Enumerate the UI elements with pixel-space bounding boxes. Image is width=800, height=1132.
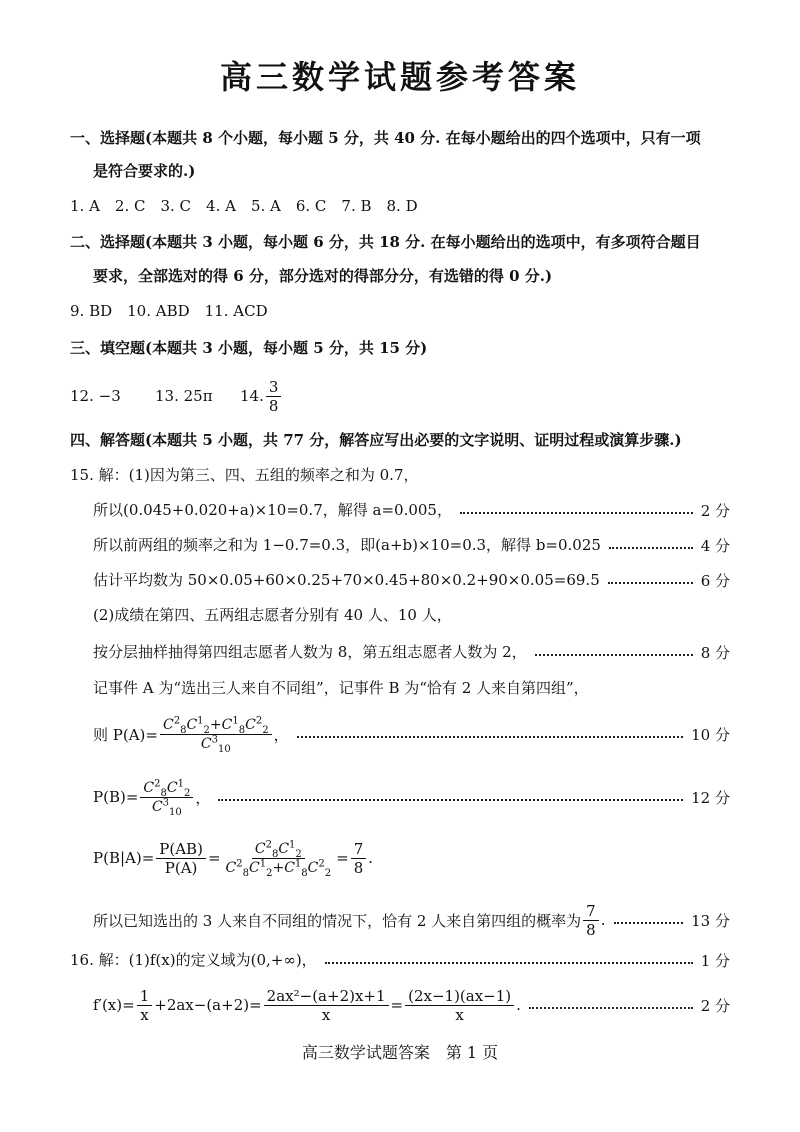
answer-14-fraction [266, 378, 282, 415]
pa-prefix: 则 P(A)= [93, 725, 158, 744]
answer-13: 13. 25π [155, 387, 213, 405]
score-label: 8 分 [700, 643, 730, 662]
p15-line4 [93, 570, 730, 590]
p15-line1: 15. 解：(1)因为第三、四、五组的频率之和为 0.7， [70, 466, 419, 484]
p15-line4-text: 估计平均数为 50×0.05+60×0.25+70×0.45+80×0.2+90×0.05=69.5 [93, 571, 600, 589]
pba-prefix: P(B|A)= [93, 849, 155, 867]
p15-line11: 所以已知选出的 3 人来自不同组的情况下，恰有 2 人来自第四组的概率为 $\frac{7}{8}$ . 13 分 [93, 901, 730, 939]
score-label: 12 分 [691, 788, 730, 807]
fraction-denominator: 8 [268, 396, 279, 415]
p15-line3 [93, 535, 730, 555]
leader-dots [614, 922, 684, 924]
pa-comma: ， [273, 725, 289, 744]
fraction-denominator: x [455, 1005, 464, 1024]
answer-14 [240, 376, 283, 416]
leader-dots [218, 799, 683, 801]
p15-line2-text: 所以(0.045+0.020+a)×10=0.7，解得 a=0.005， [93, 501, 452, 519]
fraction-denominator: x [321, 1005, 331, 1024]
derivative-fraction1 [137, 987, 153, 1024]
p15-line11-text: 所以已知选出的 3 人来自不同组的情况下，恰有 2 人来自第四组的概率为 [93, 911, 582, 930]
p15-line3-text: 所以前两组的频率之和为 1−0.7=0.3，即(a+b)×10=0.3，解得 b=0.025 [93, 536, 601, 554]
derivative-fraction3 [405, 987, 514, 1024]
conclusion-fraction [583, 902, 599, 939]
p15-line6 [93, 642, 730, 662]
score-label: 4 分 [700, 536, 730, 555]
leader-dots [460, 512, 693, 514]
pba-result [351, 840, 367, 877]
p15-line9 [93, 775, 730, 819]
p15-line7: 记事件 A 为“选出三人来自不同组”，记事件 B 为“恰有 2 人来自第四组”， [93, 679, 589, 697]
leader-dots [608, 582, 693, 584]
section1-heading-line2: 是符合要求的.) [93, 162, 196, 180]
section2-answers: 9. BD 10. ABD 11. ACD [70, 302, 268, 320]
section1-heading-line1: 一、选择题(本题共 8 个小题，每小题 5 分，共 40 分. 在每小题给出的四个选项中，只有一项 [70, 129, 701, 147]
section1-answers: 1. A 2. C 3. C 4. A 5. A 6. C 7. B 8. D [70, 197, 418, 215]
pba-fraction2 [223, 840, 335, 877]
score-label: 13 分 [691, 911, 730, 930]
fraction-numerator: P(AB) [156, 840, 206, 859]
pa-fraction [160, 716, 272, 753]
p15-line2 [93, 500, 730, 520]
score-label: 2 分 [700, 996, 730, 1015]
derivative-prefix: f′(x)= [93, 996, 135, 1014]
fraction-numerator: $C^2_8C^1_2$ [252, 840, 305, 859]
fraction-numerator: 2ax²−(a+2)x+1 [264, 987, 389, 1006]
p16-line2: f′(x)= $\frac{1}{x}$ +2ax−(a+2)= $\frac{\text{2ax²−(a+2)x+1}}{x}$ = $\frac{(2x-1)(ax-1)}{x}$ . 2 分 [93, 986, 730, 1024]
score-label: 10 分 [691, 725, 730, 744]
pb-denominator: $C^3_{10}$ [151, 796, 182, 818]
leader-dots [325, 962, 693, 964]
fraction-numerator: 1 [137, 987, 153, 1006]
section4-heading: 四、解答题(本题共 5 小题，共 77 分，解答应写出必要的文字说明、证明过程或演算步骤.) [70, 431, 682, 449]
score-label: 6 分 [700, 571, 730, 590]
fraction-denominator: x [140, 1005, 149, 1024]
answer-12: 12. −3 [70, 387, 121, 405]
pb-numerator: $C^2_8C^1_2$ [140, 779, 193, 798]
answer-14-label: 14. [240, 387, 264, 405]
pba-fraction1 [156, 840, 206, 877]
p15-line5: (2)成绩在第四、五两组志愿者分别有 40 人、10 人， [93, 606, 452, 624]
derivative-middle: +2ax−(a+2)= [154, 996, 262, 1014]
fraction-numerator: 7 [351, 840, 367, 859]
fraction-numerator: 3 [266, 378, 282, 397]
fraction-denominator: $C^2_8C^1_2+C^1_8C^2_2$ [225, 857, 332, 879]
p15-line8 [93, 712, 730, 756]
page-footer: 高三数学试题答案 第 1 页 [301, 1043, 499, 1062]
page-title: 高三数学试题参考答案 [219, 58, 580, 96]
pb-prefix: P(B)= [93, 788, 139, 806]
score-label: 2 分 [700, 501, 730, 520]
p15-line6-text: 按分层抽样抽得第四组志愿者人数为 8，第五组志愿者人数为 2， [93, 643, 527, 661]
derivative-fraction2 [264, 987, 389, 1024]
leader-dots [609, 547, 693, 549]
fraction-denominator: P(A) [164, 858, 198, 877]
fraction-denominator: 8 [353, 858, 364, 877]
p16-line1 [70, 950, 730, 970]
leader-dots [297, 736, 684, 738]
leader-dots [535, 654, 693, 656]
pa-denominator: $C^3_{10}$ [200, 733, 231, 755]
fraction-numerator: (2x−1)(ax−1) [405, 987, 514, 1006]
leader-dots [529, 1007, 693, 1009]
score-label: 1 分 [700, 951, 730, 970]
pb-fraction [140, 779, 193, 816]
fraction-denominator: 8 [586, 920, 596, 939]
pb-comma: ， [195, 788, 211, 807]
section3-heading: 三、填空题(本题共 3 小题，每小题 5 分，共 15 分) [70, 339, 428, 357]
p16-line1-text: 16. 解：(1)f(x)的定义域为(0,+∞)， [70, 951, 317, 969]
section2-heading-line1: 二、选择题(本题共 3 小题，每小题 6 分，共 18 分. 在每小题给出的选项中，有多项符合题目 [70, 233, 701, 251]
p15-line10: P(B|A)= $\frac{P(AB)}{P(A)}$ = $\frac{C^2_8C^1_2}{C^2_8C^1_2+C^1_8C^2_2}$ = $\frac{7}{8}$ . [93, 838, 374, 879]
pa-numerator: $C^2_8C^1_2+C^1_8C^2_2$ [160, 716, 272, 735]
fraction-numerator: 7 [583, 902, 599, 921]
section2-heading-line2: 要求，全部选对的得 6 分，部分选对的得部分分，有选错的得 0 分.) [93, 267, 553, 285]
